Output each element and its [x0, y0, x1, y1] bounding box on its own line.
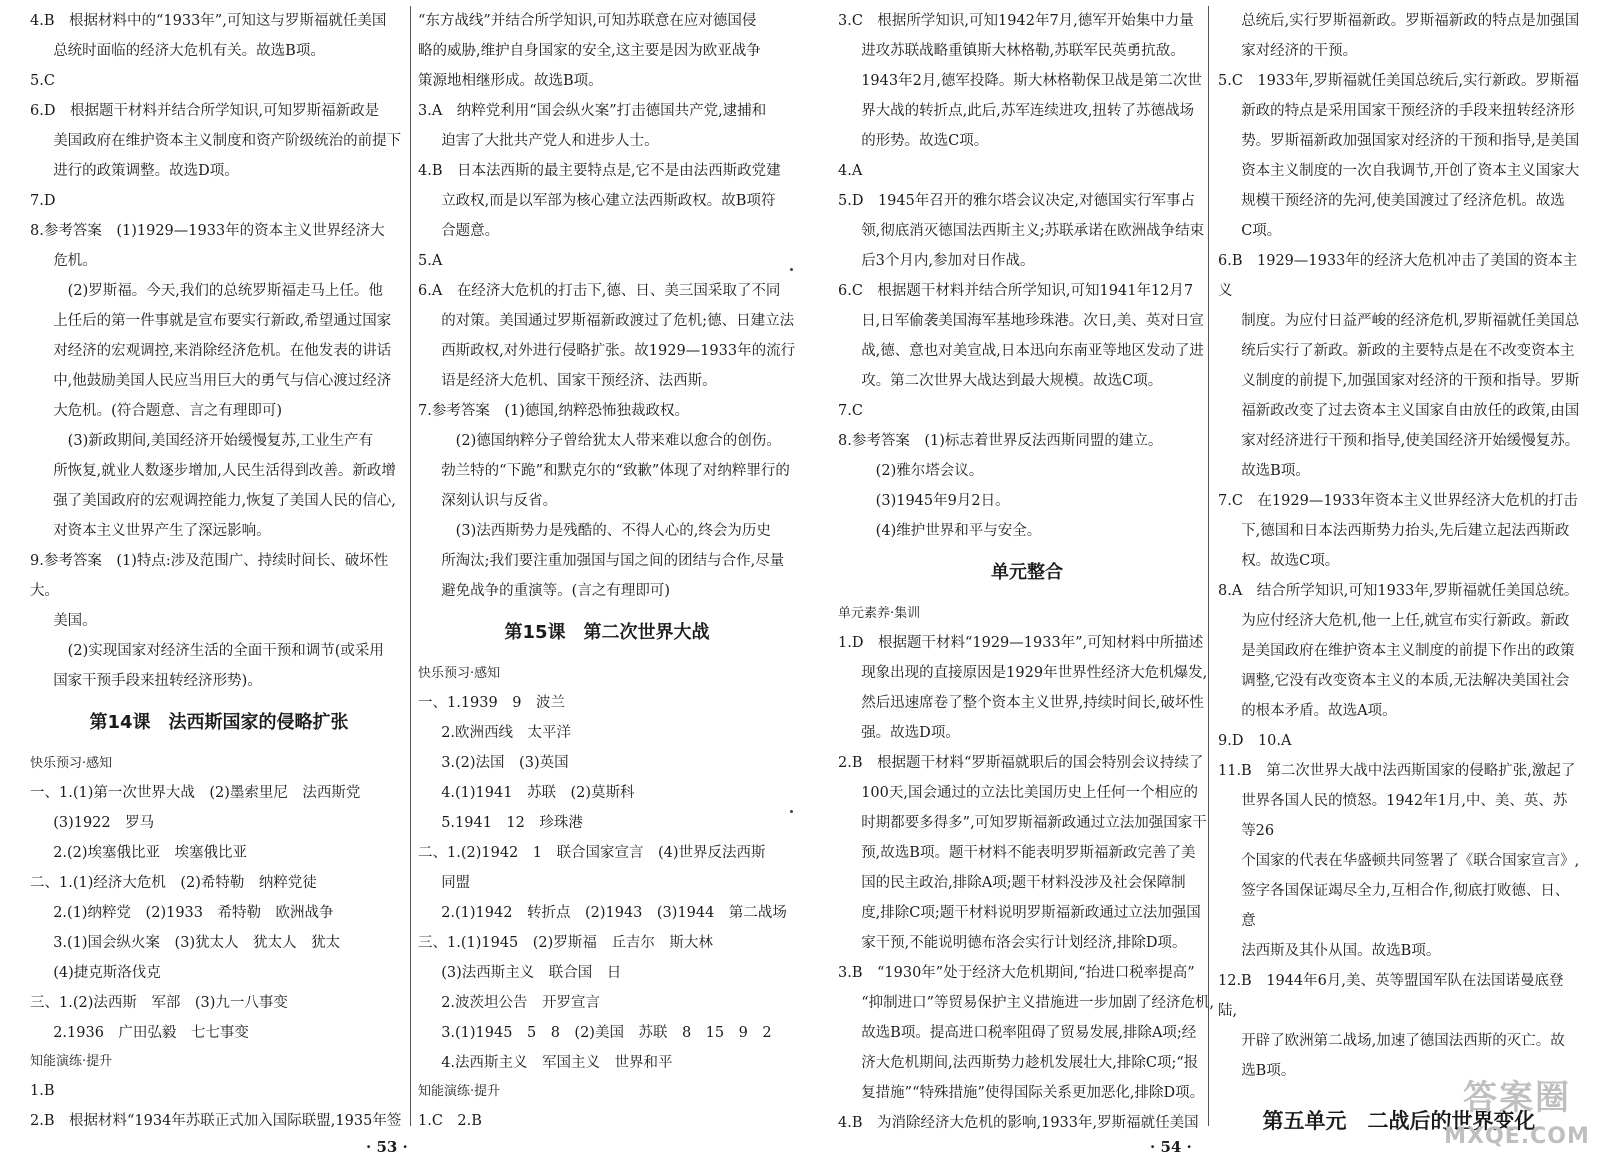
text-line: 然后迅速席卷了整个资本主义世界,持续时间长,破坏性: [861, 695, 1204, 711]
text-line: 7.参考答案 (1)德国,纳粹恐怖独裁政权。: [418, 403, 689, 419]
text-line: 4.B 为消除经济大危机的影响,1933年,罗斯福就任美国: [838, 1115, 1199, 1131]
text-line: 2.B 根据材料“1934年苏联正式加入国际联盟,1935年签: [30, 1113, 402, 1129]
text-line: 国家干预手段来扭转经济形势)。: [53, 673, 262, 689]
text-line: 避免战争的重演等。(言之有理即可): [441, 583, 671, 599]
text-line: 福新政改变了过去资本主义国家自由放任的政策,由国: [1241, 403, 1580, 419]
text-line: 2.波茨坦公告 开罗宣言: [441, 995, 601, 1011]
text-line: 的对策。美国通过罗斯福新政渡过了危机;德、日建立法: [441, 313, 795, 329]
text-line: 对资本主义世界产生了深远影响。: [53, 523, 271, 539]
text-line: 世界各国人民的愤怒。1942年1月,中、美、英、苏等26: [1241, 793, 1568, 839]
text-line: 现象出现的直接原因是1929年世界性经济大危机爆发,: [861, 665, 1208, 681]
text-line: 统后实行了新政。新政的主要特点是在不改变资本主: [1241, 343, 1575, 359]
lesson-heading: 第15课 第二次世界大战: [504, 622, 710, 643]
text-line: 5.D 1945年召开的雅尔塔会议决定,对德国实行军事占: [838, 193, 1195, 209]
text-line: 三、1.(1)1945 (2)罗斯福 丘吉尔 斯大林: [418, 935, 713, 951]
text-line: 美国政府在维护资本主义制度和资产阶级统治的前提下: [53, 133, 402, 149]
text-line: 强了美国政府的宏观调控能力,恢复了美国人民的信心,: [53, 493, 396, 509]
text-line: 总统后,实行罗斯福新政。罗斯福新政的特点是加强国: [1241, 13, 1580, 29]
page-number-right: · 54 ·: [1150, 1138, 1192, 1156]
text-line: 3.(2)法国 (3)英国: [441, 755, 569, 771]
text-line: 一、1.1939 9 波兰: [418, 695, 565, 711]
text-line: 法西斯及其仆从国。故选B项。: [1241, 943, 1441, 959]
text-line: 4.法西斯主义 军国主义 世界和平: [441, 1055, 673, 1071]
text-line: 3.(1)国会纵火案 (3)犹太人 犹太人 犹太: [53, 935, 341, 951]
text-line: 所恢复,就业人数逐步增加,人民生活得到改善。新政增: [53, 463, 396, 479]
text-line: 下,德国和日本法西斯势力抬头,先后建立起法西斯政: [1241, 523, 1570, 539]
text-line: 复措施”“特殊措施”使得国际关系更加恶化,排除D项。: [861, 1085, 1205, 1101]
section-label: 单元素养·集训: [838, 606, 921, 621]
text-line: 签字各国保证竭尽全力,互相合作,彻底打败德、日、意: [1241, 883, 1570, 929]
text-line: 1.D 根据题干材料“1929—1933年”,可知材料中所描述: [838, 635, 1204, 651]
page-number-left: · 53 ·: [366, 1138, 408, 1156]
text-line: 中,他鼓励美国人民应当用巨大的勇气与信心渡过经济: [53, 373, 392, 389]
text-line: 后3个月内,参加对日作战。: [861, 253, 1035, 269]
text-line: 立政权,而是以军部为核心建立法西斯政权。故B项符: [441, 193, 776, 209]
text-line: 5.A: [418, 253, 443, 269]
text-line: 新政的特点是采用国家干预经济的手段来扭转经济形: [1241, 103, 1575, 119]
text-line: 6.C 根据题干材料并结合所学知识,可知1941年12月7: [838, 283, 1194, 299]
text-line: 5.C: [30, 73, 55, 89]
text-line: 故选B项。提高进口税率阻碍了贸易发展,排除A项;经: [861, 1025, 1197, 1041]
text-line: 1.B: [30, 1083, 55, 1099]
text-line: 美国。: [53, 613, 97, 629]
text-line: (3)法西斯主义 联合国 日: [441, 965, 622, 981]
watermark-text: 答案圈: [1463, 1078, 1571, 1118]
text-line: 4.B 根据材料中的“1933年”,可知这与罗斯福就任美国: [30, 13, 387, 29]
text-line: 2.欧洲西线 太平洋: [441, 725, 572, 741]
text-line: 3.A 纳粹党利用“国会纵火案”打击德国共产党,逮捕和: [418, 103, 767, 119]
text-line: 2.(1)1942 转折点 (2)1943 (3)1944 第二战场: [441, 905, 787, 921]
text-line: 合题意。: [441, 223, 500, 239]
text-line: 7.C: [838, 403, 863, 419]
text-line: (3)1922 罗马: [53, 815, 155, 831]
margin-dot: [790, 810, 793, 813]
text-line: 资本主义制度的一次自我调节,开创了资本主义国家大: [1241, 163, 1580, 179]
text-line: 上任后的第一件事就是宣布要实行新政,希望通过国家: [53, 313, 392, 329]
section-label: 快乐预习·感知: [418, 666, 501, 681]
text-line: 时期都要多得多”,可知罗斯福新政通过立法加强国家干: [861, 815, 1207, 831]
text-line: 8.参考答案 (1)1929—1933年的资本主义世界经济大: [30, 223, 385, 239]
text-line: 危机。: [53, 253, 97, 269]
section-label: 快乐预习·感知: [30, 756, 113, 771]
text-line: 强。故选D项。: [861, 725, 960, 741]
text-line: 攻。第二次世界大战达到最大规模。故选C项。: [861, 373, 1163, 389]
text-line: 家对经济进行干预和指导,使美国经济开始缓慢复苏。: [1241, 433, 1580, 449]
margin-dot: [790, 268, 793, 271]
text-line: 6.B 1929—1933年的经济大危机冲击了美国的资本主义: [1218, 253, 1578, 299]
text-line: 2.(1)纳粹党 (2)1933 希特勒 欧洲战争: [53, 905, 334, 921]
column-1: [30, 6, 408, 1134]
text-line: 语是经济大危机、国家干预经济、法西斯。: [441, 373, 717, 389]
column-divider: [410, 6, 411, 1126]
text-line: 一、1.(1)第一次世界大战 (2)墨索里尼 法西斯党: [30, 785, 361, 801]
column-divider: [1208, 6, 1209, 1126]
section-label: 知能演练·提升: [30, 1054, 113, 1069]
text-line: 故选B项。: [1241, 463, 1310, 479]
text-line: 勃兰特的“下跪”和默克尔的“致歉”体现了对纳粹罪行的: [441, 463, 790, 479]
text-line: 家干预,不能说明德布洛会实行计划经济,排除D项。: [861, 935, 1187, 951]
text-line: 4.B 日本法西斯的最主要特点是,它不是由法西斯政党建: [418, 163, 781, 179]
text-line: 国的民主政治,排除A项;题干材料没涉及社会保障制: [861, 875, 1186, 891]
text-line: 三、1.(2)法西斯 军部 (3)九一八事变: [30, 995, 288, 1011]
text-line: 界大战的转折点,此后,苏军连续进攻,扭转了苏德战场: [861, 103, 1195, 119]
text-line: (2)实现国家对经济生活的全面干预和调节(或采用: [53, 643, 384, 659]
text-line: 8.参考答案 (1)标志着世界反法西斯同盟的建立。: [838, 433, 1163, 449]
text-line: 100天,国会通过的立法比美国历史上任何一个相应的: [861, 785, 1198, 801]
text-line: 西斯政权,对外进行侵略扩张。故1929—1933年的流行: [441, 343, 796, 359]
text-line: 9.参考答案 (1)特点:涉及范围广、持续时间长、破坏性大。: [30, 553, 389, 599]
text-line: 预,故选B项。题干材料不能表明罗斯福新政完善了美: [861, 845, 1196, 861]
text-line: 1.C 2.B: [418, 1113, 482, 1129]
text-line: 度,排除C项;题干材料说明罗斯福新政通过立法加强国: [861, 905, 1201, 921]
text-line: 迫害了大批共产党人和进步人士。: [441, 133, 659, 149]
text-line: 二、1.(2)1942 1 联合国家宣言 (4)世界反法西斯: [418, 845, 766, 861]
column-4: [1218, 6, 1580, 1134]
text-line: 2.(2)埃塞俄比亚 埃塞俄比亚: [53, 845, 248, 861]
text-line: 权。故选C项。: [1241, 553, 1340, 569]
text-line: 2.B 根据题干材料“罗斯福就职后的国会特别会议持续了: [838, 755, 1204, 771]
text-line: 二、1.(1)经济大危机 (2)希特勒 纳粹党徒: [30, 875, 317, 891]
text-line: 规模干预经济的先河,使美国渡过了经济危机。故选: [1241, 193, 1565, 209]
text-line: 6.D 根据题干材料并结合所学知识,可知罗斯福新政是: [30, 103, 380, 119]
text-line: (3)新政期间,美国经济开始缓慢复苏,工业生产有: [53, 433, 373, 449]
text-line: 的根本矛盾。故选A项。: [1241, 703, 1397, 719]
text-line: 略的威胁,维护自身国家的安全,这主要是因为欧亚战争: [418, 43, 761, 59]
text-line: (3)法西斯势力是残酷的、不得人心的,终会为历史: [441, 523, 771, 539]
text-line: 深刻认识与反省。: [441, 493, 558, 509]
text-line: 所淘汰;我们要注重加强国与国之间的团结与合作,尽量: [441, 553, 785, 569]
section-label: 知能演练·提升: [418, 1084, 501, 1099]
text-line: 领,彻底消灭德国法西斯主义;苏联承诺在欧洲战争结束: [861, 223, 1205, 239]
text-line: 进攻苏联战略重镇斯大林格勒,苏联军民英勇抗敌。: [861, 43, 1185, 59]
column-2: [418, 6, 796, 1134]
text-line: 策源地相继形成。故选B项。: [418, 73, 603, 89]
text-line: 选B项。: [1241, 1063, 1296, 1079]
text-line: 总统时面临的经济大危机有关。故选B项。: [53, 43, 325, 59]
text-line: 5.1941 12 珍珠港: [441, 815, 583, 831]
text-line: (4)维护世界和平与安全。: [861, 523, 1042, 539]
text-line: 调整,它没有改变资本主义的本质,无法解决美国社会: [1241, 673, 1570, 689]
text-line: 义制度的前提下,加强国家对经济的干预和指导。罗斯: [1241, 373, 1580, 389]
text-line: 进行的政策调整。故选D项。: [53, 163, 239, 179]
text-line: (2)德国纳粹分子曾给犹太人带来难以愈合的创伤。: [441, 433, 781, 449]
text-line: 8.A 结合所学知识,可知1933年,罗斯福就任美国总统。: [1218, 583, 1579, 599]
text-line: 3.B “1930年”处于经济大危机期间,“抬进口税率提高”: [838, 965, 1195, 981]
text-line: 9.D 10.A: [1218, 733, 1292, 749]
watermark-logo: [1442, 1074, 1592, 1160]
lesson-heading: 第14课 法西斯国家的侵略扩张: [89, 712, 349, 733]
text-line: (4)捷克斯洛伐克: [53, 965, 161, 981]
text-line: 的形势。故选C项。: [861, 133, 989, 149]
text-line: 5.C 1933年,罗斯福就任美国总统后,实行新政。罗斯福: [1218, 73, 1580, 89]
text-line: 2.1936 广田弘毅 七七事变: [53, 1025, 249, 1041]
lesson-heading: 单元整合: [991, 562, 1063, 583]
text-line: 制度。为应付日益严峻的经济危机,罗斯福就任美国总: [1241, 313, 1580, 329]
text-line: 3.(1)1945 5 8 (2)美国 苏联 8 15 9 2: [441, 1025, 772, 1041]
text-line: 11.B 第二次世界大战中法西斯国家的侵略扩张,激起了: [1218, 763, 1576, 779]
text-line: 6.A 在经济大危机的打击下,德、日、美三国采取了不同: [418, 283, 781, 299]
text-line: 1943年2月,德军投降。斯大林格勒保卫战是第二次世: [861, 73, 1202, 89]
text-line: 开辟了欧洲第二战场,加速了德国法西斯的灭亡。故: [1241, 1033, 1565, 1049]
text-line: 4.(1)1941 苏联 (2)莫斯科: [441, 785, 635, 801]
column-3: [838, 6, 1216, 1134]
text-line: 日,日军偷袭美国海军基地珍珠港。次日,美、英对日宣: [861, 313, 1204, 329]
text-line: 7.D: [30, 193, 56, 209]
text-line: 势。罗斯福新政加强国家对经济的干预和指导,是美国: [1241, 133, 1580, 149]
text-line: 家对经济的干预。: [1241, 43, 1358, 59]
text-line: (3)1945年9月2日。: [861, 493, 1010, 509]
text-line: 12.B 1944年6月,美、英等盟国军队在法国诺曼底登陆,: [1218, 973, 1564, 1019]
text-line: “东方战线”并结合所学知识,可知苏联意在应对德国侵: [418, 13, 757, 29]
text-line: 济大危机期间,法西斯势力趁机发展壮大,排除C项;“报: [861, 1055, 1199, 1071]
text-line: (2)雅尔塔会议。: [861, 463, 984, 479]
unit-heading: 第五单元 二战后的世界变化: [1262, 1109, 1536, 1133]
text-line: 3.C 根据所学知识,可知1942年7月,德军开始集中力量: [838, 13, 1194, 29]
text-line: 大危机。(符合题意、言之有理即可): [53, 403, 283, 419]
text-line: C项。: [1241, 223, 1282, 239]
watermark-url: MXQE.COM: [1444, 1124, 1590, 1149]
text-line: 战,德、意也对美宣战,日本迅向东南亚等地区发动了进: [861, 343, 1204, 359]
text-line: 对经济的宏观调控,来消除经济危机。在他发表的讲话: [53, 343, 392, 359]
text-line: 4.A: [838, 163, 863, 179]
text-line: (2)罗斯福。今天,我们的总统罗斯福走马上任。他: [53, 283, 383, 299]
text-line: 个国家的代表在华盛顿共同签署了《联合国家宣言》,: [1241, 853, 1580, 869]
text-line: 同盟: [441, 875, 471, 891]
text-line: “抑制进口”等贸易保护主义措施进一步加剧了经济危机,: [861, 995, 1215, 1011]
text-line: 为应付经济大危机,他一上任,就宣布实行新政。新政: [1241, 613, 1570, 629]
text-line: 7.C 在1929—1933年资本主义世界经济大危机的打击: [1218, 493, 1578, 509]
text-line: 是美国政府在维护资本主义制度的前提下作出的政策: [1241, 643, 1575, 659]
